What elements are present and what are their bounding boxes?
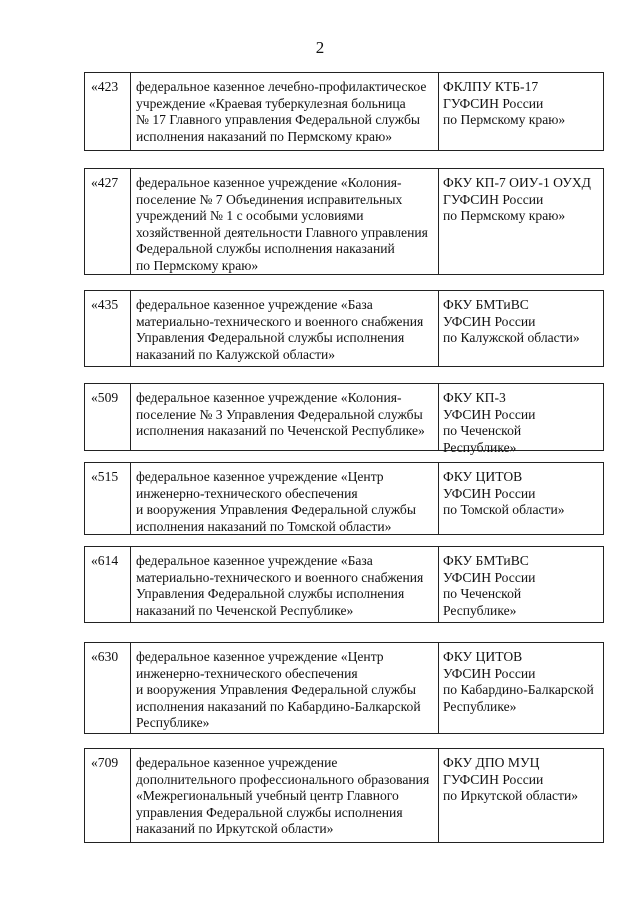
entry-full-name: федеральное казенное учреждение дополнительного профессионального образования «Межрегиональный учебный центр Главного управления Федеральной службы исполнения наказаний по Иркутской области»	[131, 749, 439, 842]
table-row	[84, 383, 604, 455]
entry-code: «435	[85, 291, 131, 366]
entry-code: «614	[85, 547, 131, 622]
entry-short-name: ФКУ ЦИТОВ УФСИН России по Томской области»	[443, 469, 565, 517]
table-row	[84, 546, 604, 623]
entry-full-name: федеральное казенное учреждение «База материально-технического и военного снабжения Управления Федеральной службы исполнения наказаний по Калужской области»	[131, 291, 439, 366]
entry-short-name: ФКЛПУ КТБ-17 ГУФСИН России по Пермскому краю»	[443, 79, 566, 127]
entry-short-name: ФКУ ДПО МУЦ ГУФСИН России по Иркутской области»	[443, 755, 579, 803]
entry-code: «427	[85, 169, 131, 274]
table-row	[84, 72, 604, 151]
entry-full-name: федеральное казенное учреждение «База материально-технического и военного снабжения Управления Федеральной службы исполнения наказаний по Чеченской Республике»	[131, 547, 439, 622]
entry-short-name: ФКУ БМТиВС УФСИН России по Чеченской Республике»	[443, 553, 536, 618]
page-number: 2	[315, 38, 325, 57]
entry-full-name: федеральное казенное учреждение «Колония- поселение № 3 Управления Федеральной службы исполнения наказаний по Чеченской Республике»	[131, 384, 439, 450]
entry-code: «515	[85, 463, 131, 534]
entry-short-name: ФКУ КП-3 УФСИН России по Чеченской Республике»	[443, 390, 536, 455]
entry-short-name: ФКУ БМТиВС УФСИН России по Калужской области»	[443, 297, 580, 345]
entry-code: «509	[85, 384, 131, 450]
entry-code: «423	[85, 73, 131, 150]
entry-full-name: федеральное казенное лечебно-профилактическое учреждение «Краевая туберкулезная больница № 17 Главного управления Федеральной службы исполнения наказаний по Пермскому краю»	[131, 73, 439, 150]
entry-code: «630	[85, 643, 131, 733]
table-row	[84, 290, 604, 367]
entry-short-name: ФКУ ЦИТОВ УФСИН России по Кабардино-Балкарской Республике»	[443, 649, 594, 714]
entry-full-name: федеральное казенное учреждение «Колония- поселение № 7 Объединения исправительных учреждений № 1 с особыми условиями хозяйственной деятельности Главного управления Федеральной службы исполнения наказаний по Пермскому краю»	[131, 169, 439, 274]
entry-short-name: ФКУ КП-7 ОИУ-1 ОУХД ГУФСИН России по Пермскому краю»	[443, 175, 591, 223]
table-row	[84, 462, 604, 535]
entry-full-name: федеральное казенное учреждение «Центр инженерно-технического обеспечения и вооружения Управления Федеральной службы исполнения наказаний по Томской области»	[131, 463, 439, 534]
table-row	[84, 642, 604, 734]
entry-code: «709	[85, 749, 131, 842]
table-row	[84, 168, 604, 275]
entry-full-name: федеральное казенное учреждение «Центр инженерно-технического обеспечения и вооружения Управления Федеральной службы исполнения наказаний по Кабардино-Балкарской Республике»	[131, 643, 439, 733]
table-row	[84, 748, 604, 843]
